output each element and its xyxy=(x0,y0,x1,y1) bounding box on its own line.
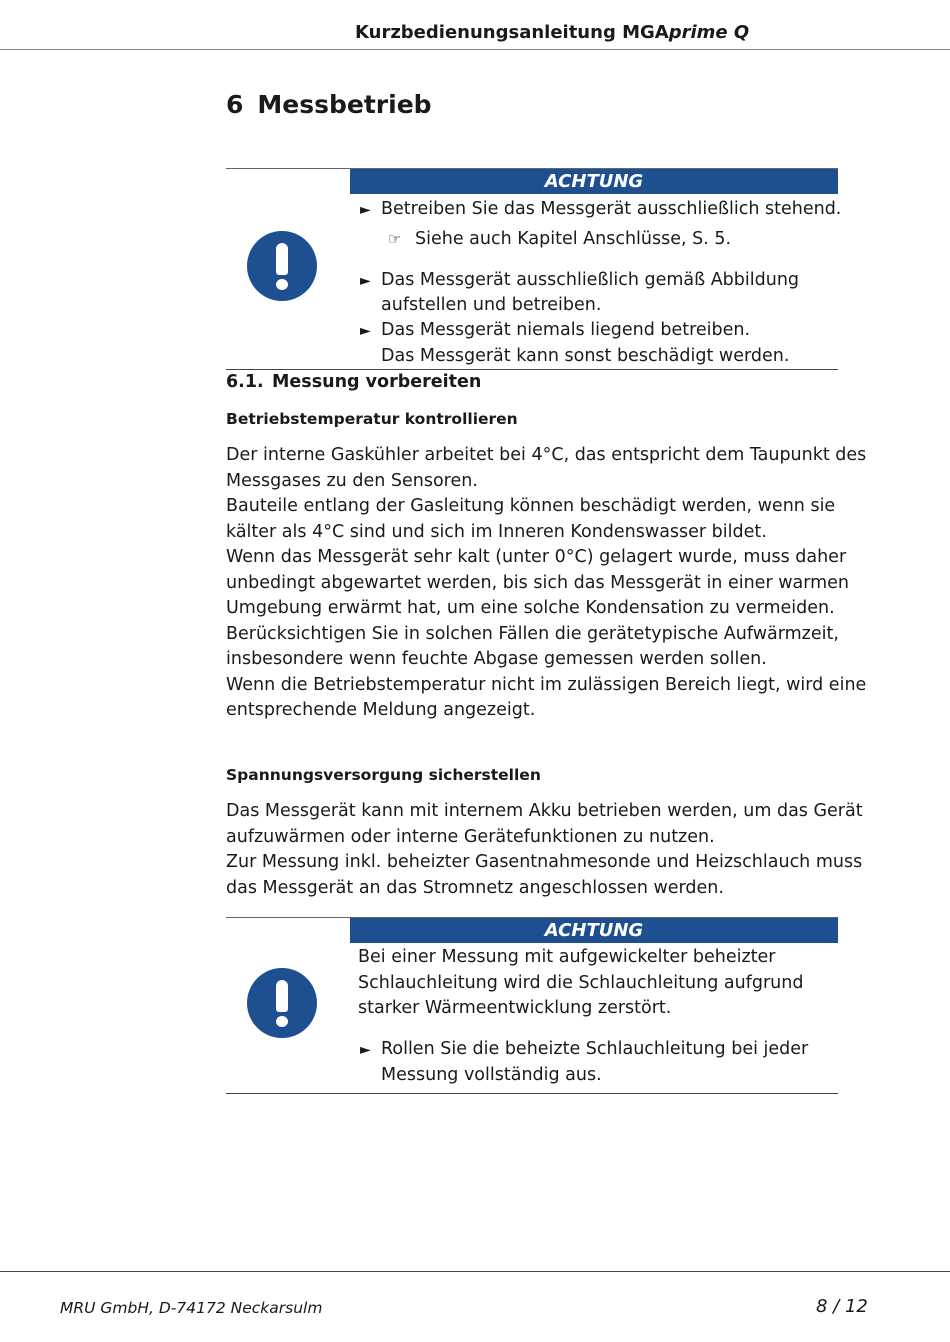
chapter-heading xyxy=(226,90,432,119)
notice-label: ACHTUNG xyxy=(350,169,838,194)
footer-page-number: 8 / 12 xyxy=(816,1296,868,1317)
notice-box-2 xyxy=(226,917,838,1094)
header-title-prefix: Kurzbedienungsanleitung MGA xyxy=(355,22,669,43)
header-title-product: prime Q xyxy=(668,22,750,43)
chapter-number: 6 xyxy=(226,90,244,119)
notice-bullet: ► Das Messgerät ausschließlich gemäß Abbildung xyxy=(360,268,799,294)
paragraph-power-supply xyxy=(226,799,863,901)
notice-text: starker Wärmeentwicklung zerstört. xyxy=(358,998,672,1018)
notice-text: Schlauchleitung wird die Schlauchleitung aufgrund xyxy=(358,973,804,993)
notice-label: ACHTUNG xyxy=(350,918,838,943)
notice-box-1 xyxy=(226,168,842,370)
notice-bullet: ► Betreiben Sie das Messgerät ausschließlich stehend. xyxy=(360,197,841,223)
paragraph-line: aufzuwärmen oder interne Gerätefunktionen zu nutzen. xyxy=(226,826,715,847)
notice-bullet-continuation: Das Messgerät kann sonst beschädigt werden. xyxy=(381,346,790,366)
subsection-heading: Spannungsversorgung sicherstellen xyxy=(226,766,541,784)
section-title: Messung vorbereiten xyxy=(272,372,482,392)
paragraph-line: Zur Messung inkl. beheizter Gasentnahmesonde und Heizschlauch muss xyxy=(226,852,863,872)
notice-bullet-continuation: Messung vollständig aus. xyxy=(381,1065,602,1085)
exclamation-icon xyxy=(247,231,317,301)
bullet-triangle-icon: ► xyxy=(360,323,371,339)
paragraph-line: Berücksichtigen Sie in solchen Fällen die gerätetypische Aufwärmzeit, xyxy=(226,623,839,644)
footer-divider xyxy=(0,1271,950,1272)
footer-company: MRU GmbH, D-74172 Neckarsulm xyxy=(60,1299,323,1317)
paragraph-line: Umgebung erwärmt hat, um eine solche Kondensation zu vermeiden. xyxy=(226,598,835,618)
paragraph-line: Bauteile entlang der Gasleitung können beschädigt werden, wenn sie xyxy=(226,496,836,516)
paragraph-operating-temperature xyxy=(226,443,867,724)
bullet-triangle-icon: ► xyxy=(360,1042,371,1058)
chapter-title: Messbetrieb xyxy=(257,90,432,119)
notice-reference: ☞ Siehe auch Kapitel Anschlüsse, S. 5. xyxy=(388,227,731,252)
section-heading xyxy=(226,372,481,392)
bullet-triangle-icon: ► xyxy=(360,273,371,289)
notice-bullet: ► Rollen Sie die beheizte Schlauchleitung bei jeder xyxy=(360,1037,808,1063)
subsection-heading: Betriebstemperatur kontrollieren xyxy=(226,410,518,428)
header-divider xyxy=(0,49,950,50)
document-header-title xyxy=(355,22,755,43)
notice-text: Bei einer Messung mit aufgewickelter beheizter xyxy=(358,947,776,967)
paragraph-line: Das Messgerät kann mit internem Akku betrieben werden, um das Gerät xyxy=(226,801,863,821)
paragraph-line: unbedingt abgewartet werden, bis sich das Messgerät in einer warmen xyxy=(226,572,850,593)
paragraph-line: entsprechende Meldung angezeigt. xyxy=(226,700,536,720)
paragraph-line: Wenn das Messgerät sehr kalt (unter 0°C) gelagert wurde, muss daher xyxy=(226,547,847,567)
pointing-hand-icon: ☞ xyxy=(388,230,402,248)
paragraph-line: Der interne Gaskühler arbeitet bei 4°C, das entspricht dem Taupunkt des xyxy=(226,445,867,465)
notice-bottom-rule xyxy=(226,369,838,370)
paragraph-line: Wenn die Betriebstemperatur nicht im zulässigen Bereich liegt, wird eine xyxy=(226,674,867,695)
notice-bullet-continuation: aufstellen und betreiben. xyxy=(381,295,602,315)
notice-bottom-rule xyxy=(226,1093,838,1094)
bullet-triangle-icon: ► xyxy=(360,202,371,218)
section-number: 6.1. xyxy=(226,372,264,392)
paragraph-line: Messgases zu den Sensoren. xyxy=(226,470,478,491)
notice-bullet: ► Das Messgerät niemals liegend betreiben. xyxy=(360,318,750,344)
paragraph-line: kälter als 4°C sind und sich im Inneren Kondenswasser bildet. xyxy=(226,521,767,542)
paragraph-line: das Messgerät an das Stromnetz angeschlossen werden. xyxy=(226,877,724,898)
paragraph-line: insbesondere wenn feuchte Abgase gemessen werden sollen. xyxy=(226,649,767,669)
exclamation-icon xyxy=(247,968,317,1038)
